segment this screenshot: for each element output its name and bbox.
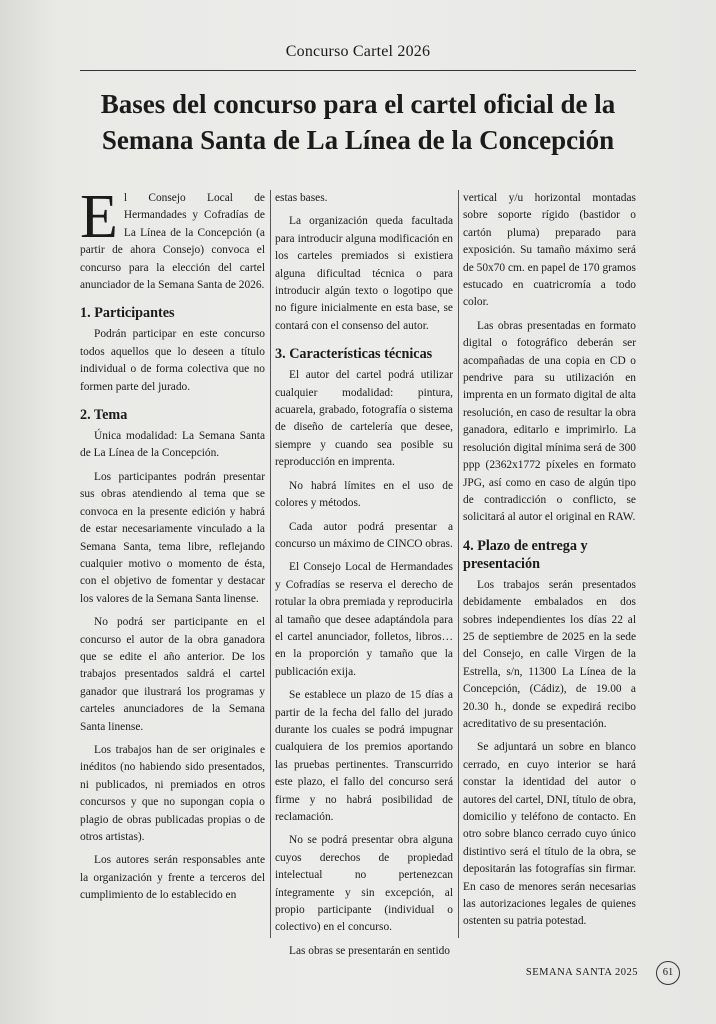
paragraph: El Consejo Local de Hermandades y Cofradías se reserva el derecho de rotular la obra premiada y reproducirla al tamaño que desee adaptándola para el cartel anunciador, folletos, libros… en la proporción y tamaño que la publicación exija. bbox=[275, 561, 453, 678]
paragraph: Las obras se presentarán en sentido bbox=[289, 944, 450, 957]
section-heading-participantes: 1. Participantes bbox=[80, 305, 175, 322]
paragraph: La organización queda facultada para introducir alguna modificación en los carteles premiados si existiera alguna dificultad técnica o para introducir algún texto o logotipo que no figure inicialmente en esta base, se contará con el consenso del autor. bbox=[275, 215, 453, 332]
section-heading-tema: 2. Tema bbox=[80, 407, 128, 424]
page-title bbox=[40, 86, 676, 158]
footer-label: SEMANA SANTA 2025 bbox=[525, 967, 638, 978]
section-heading-caracteristicas: 3. Características técnicas bbox=[275, 346, 433, 363]
column-1 bbox=[80, 183, 265, 940]
paragraph: Los trabajos han de ser originales e inéditos (no habiendo sido presentados, ni publicados, ni premiados en otros concursos y que no supongan copia o plagio de obras publicadas propias o de otros artistas). bbox=[80, 743, 265, 843]
running-header: Concurso Cartel 2026 bbox=[285, 43, 431, 60]
paragraph: Podrán participar en este concurso todos aquellos que lo deseen a título individual o de forma colectiva que no formen parte del jurado. bbox=[80, 328, 265, 393]
column-divider bbox=[270, 190, 271, 938]
paragraph: Los trabajos serán presentados debidamente embalados en dos sobres independientes los días 22 al 25 de septiembre de 2025 en la sede del Consejo, en calle Virgen de la Estrella, s/n, 11300 La Línea de la Concepción, (Cádiz), de 19.00 a 20.30 h., donde se expedirá recibo acreditativo de su presentación. bbox=[463, 578, 636, 730]
title-line-1: Bases del concurso para el cartel oficial de la bbox=[100, 89, 616, 119]
paragraph: vertical y/u horizontal montadas sobre soporte rígido (bastidor o cartón pluma) preparado para exposición. Su tamaño máximo será de 50x70 cm. en papel de 170 gramos estucado en cuatricromía a todo color. bbox=[463, 192, 636, 309]
paragraph: No se podrá presentar obra alguna cuyos derechos de propiedad intelectual no pertenezcan íntegramente y sin excepción, al propio participante (individual o colectivo) en el concurso. bbox=[275, 834, 453, 934]
paragraph: estas bases. bbox=[275, 192, 328, 204]
title-line-2: Semana Santa de La Línea de la Concepción bbox=[101, 125, 615, 155]
paragraph: Los participantes podrán presentar sus obras atendiendo al tema que se convoca en la presente edición y habrá de estar necesariamente vinculado a la Semana Santa, tema libre, reflejando cualquier motivo o momento de ésta, con el objetivo de fomentar y destacar los valores de la Semana Santa linense. bbox=[80, 470, 265, 605]
paragraph: Única modalidad: La Semana Santa de La Línea de la Concepción. bbox=[80, 430, 265, 460]
drop-cap: E bbox=[80, 183, 118, 251]
paragraph: El autor del cartel podrá utilizar cualquier modalidad: pintura, acuarela, grabado, fotografía o sistema de diseño de cartelería que desee, siempre y cuando sea posible su reproducción en imprenta. bbox=[275, 369, 453, 469]
paragraph: Cada autor podrá presentar a concurso un máximo de CINCO obras. bbox=[275, 520, 453, 550]
page-number: 61 bbox=[656, 961, 680, 985]
column-divider bbox=[458, 190, 459, 938]
column-2 bbox=[275, 190, 453, 957]
header-rule bbox=[80, 70, 636, 71]
intro-paragraph: El Consejo Local de Hermandades y Cofradías de La Línea de la Concepción (a partir de ahora Consejo) convoca el concurso para la elección del cartel anunciador de la Semana Santa de 2026. bbox=[80, 183, 265, 292]
paragraph: Se adjuntará un sobre en blanco cerrado, en cuyo interior se hará constar la identidad del autor o autores del cartel, DNI, título de obra, domicilio y teléfono de contacto. En otro sobre blanco cerrado cuyo único distintivo será el título de la obra, se depositarán las fotografías sin firmar. En caso de menores serán necesarias las autorizaciones legales de quienes ostenten su patria potestad. bbox=[463, 741, 637, 928]
paragraph: Se establece un plazo de 15 días a partir de la fecha del fallo del jurado durante los cuales se podrá impugnar cualquiera de los premios aportando las pruebas pertinentes. Transcurrido este plazo, el fallo del concurso será firme y no habrá posibilidad de reclamación. bbox=[275, 689, 453, 823]
paragraph: Las obras presentadas en formato digital o fotográfico deberán ser acompañadas de una copia en CD o pendrive para su utilización en imprenta en un formato digital de alta resolución, en caso de resultar la obra ganadora, editarlo e imprimirlo. La resolución digital mínima será de 300 ppp (2362x1772 píxeles en formato JPG, así como en caso de algún tipo de contradicción o conflicto, se solicitará al autor el original en RAW. bbox=[463, 319, 636, 524]
paragraph: No podrá ser participante en el concurso el autor de la obra ganadora que se edite el año anterior. De los trabajos presentados saldrá el cartel ganador que ilustrará los programas y carteles anunciadores de la Semana Santa linense. bbox=[80, 616, 265, 733]
article-columns bbox=[80, 183, 637, 957]
column-3 bbox=[463, 190, 636, 940]
section-heading-plazo: 4. Plazo de entrega y presentación bbox=[463, 537, 588, 572]
paragraph: Los autores serán responsables ante la organización y frente a terceros del cumplimiento de lo establecido en bbox=[80, 854, 265, 902]
paragraph: No habrá límites en el uso de colores y métodos. bbox=[275, 479, 453, 510]
